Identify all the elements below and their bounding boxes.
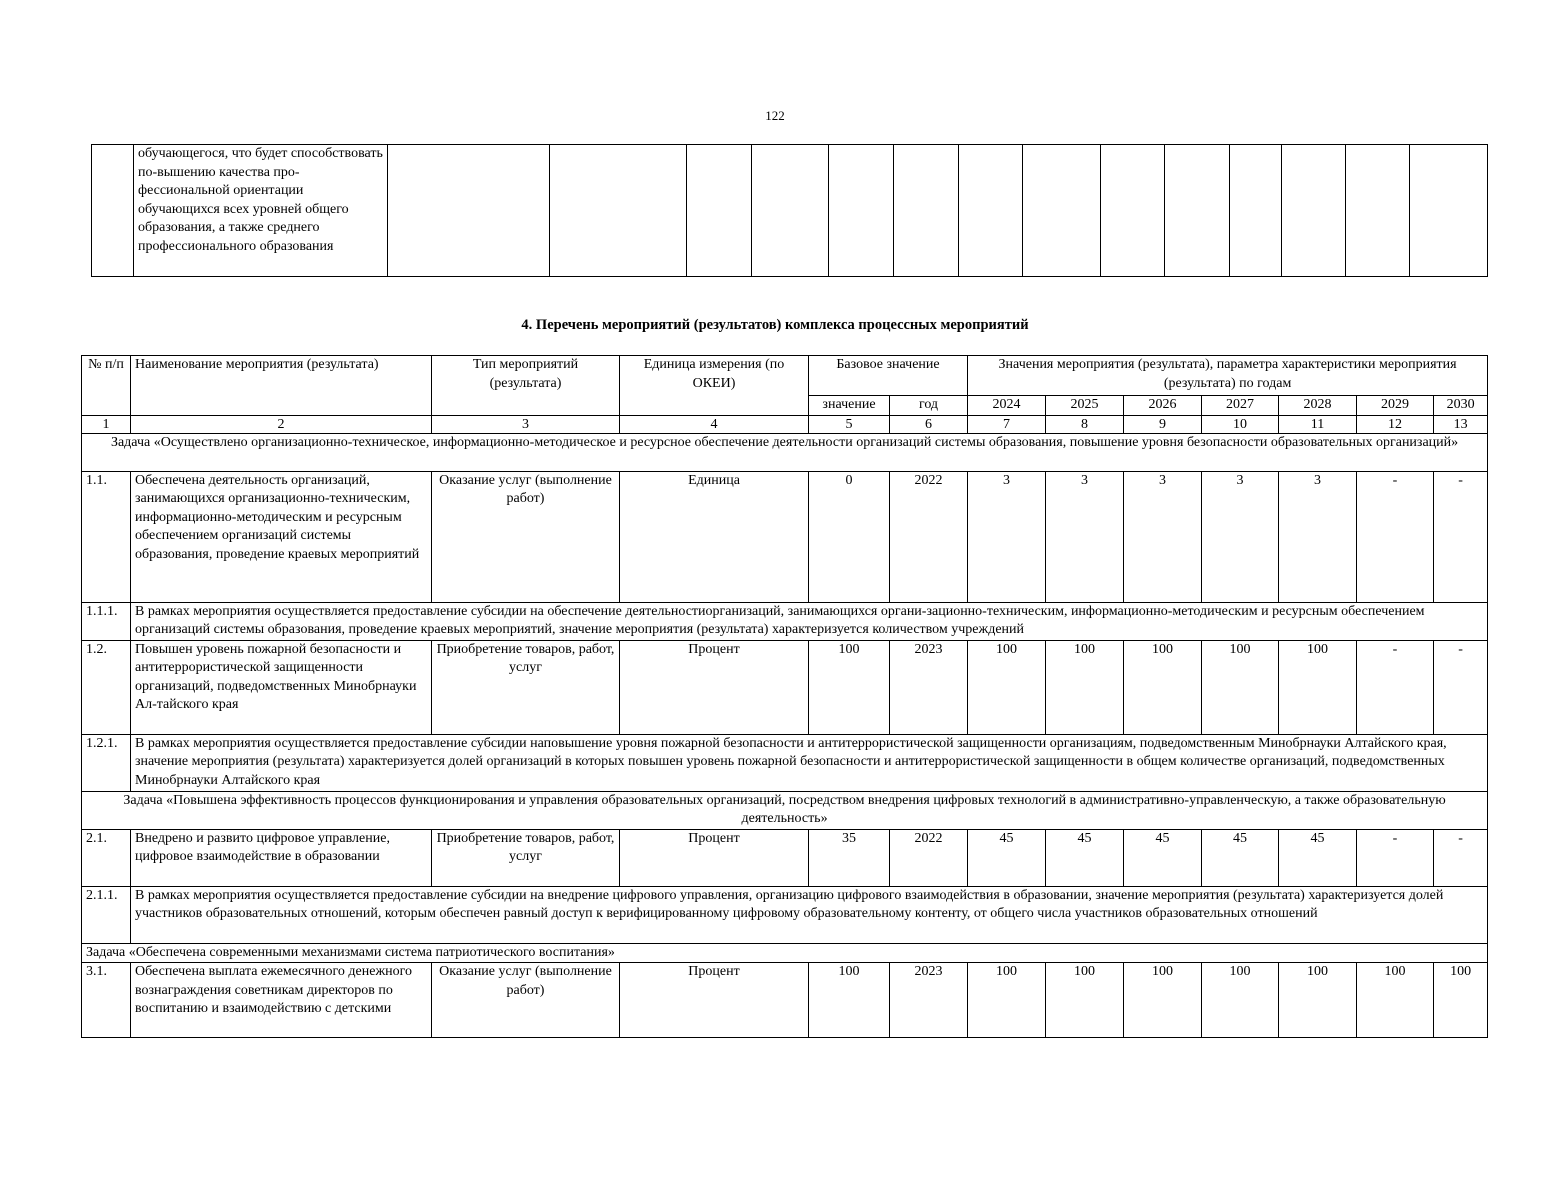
- row-num: 1.2.: [82, 640, 131, 734]
- row-value: 3: [1202, 471, 1279, 602]
- table-row: [82, 471, 1488, 602]
- header-base: Базовое значение: [809, 356, 968, 396]
- header-year: 2027: [1202, 396, 1279, 416]
- column-numbers-row: [82, 415, 1488, 433]
- row-base-year: 2022: [890, 829, 968, 886]
- continuation-row: [92, 145, 1488, 277]
- row-base-value: 35: [809, 829, 890, 886]
- row-value: 3: [1279, 471, 1357, 602]
- row-type: Приобретение товаров, работ, услуг: [432, 640, 620, 734]
- continuation-table: [91, 144, 1488, 277]
- row-base-value: 0: [809, 471, 890, 602]
- row-base-year: 2022: [890, 471, 968, 602]
- row-value: 45: [1124, 829, 1202, 886]
- col-number: 12: [1357, 415, 1434, 433]
- row-base-year: 2023: [890, 963, 968, 1038]
- measures-table: [81, 355, 1488, 1038]
- row-value: 100: [1046, 963, 1124, 1038]
- row-value: 3: [968, 471, 1046, 602]
- row-value: 100: [1357, 963, 1434, 1038]
- row-type: Приобретение товаров, работ, услуг: [432, 829, 620, 886]
- col-number: 3: [432, 415, 620, 433]
- row-value: 100: [968, 963, 1046, 1038]
- col-number: 8: [1046, 415, 1124, 433]
- table-row: [82, 963, 1488, 1038]
- row-value: 45: [1279, 829, 1357, 886]
- row-unit: Единица: [620, 471, 809, 602]
- row-description: В рамках мероприятия осуществляется предоставление субсидии на обеспечение деятельностиорганизаций, занимающихся органи-зационно-техническим, информационно-методическим и ресурсным обеспечением организаций системы образования, проведение краевых мероприятий, значение мероприятия (результата) характеризуется количеством учреждений: [131, 602, 1488, 640]
- row-value: 45: [1202, 829, 1279, 886]
- row-type: Оказание услуг (выполнение работ): [432, 963, 620, 1038]
- row-value: -: [1434, 471, 1488, 602]
- table-row: [82, 886, 1488, 943]
- row-value: 100: [1279, 963, 1357, 1038]
- task-row: [82, 791, 1488, 829]
- task-2: Задача «Повышена эффективность процессов функционирования и управления образовательных организаций, посредством внедрения цифровых технологий в административно-управленческую, а также образовательную деятельность»: [82, 791, 1488, 829]
- row-value: 100: [1124, 963, 1202, 1038]
- table-row: [82, 734, 1488, 791]
- row-value: 100: [1434, 963, 1488, 1038]
- table-row: [82, 602, 1488, 640]
- header-num: № п/п: [82, 356, 131, 416]
- header-year: 2029: [1357, 396, 1434, 416]
- row-value: 45: [1046, 829, 1124, 886]
- col-number: 4: [620, 415, 809, 433]
- task-row: [82, 433, 1488, 471]
- row-num: 1.1.: [82, 471, 131, 602]
- header-unit: Единица измерения (по ОКЕИ): [620, 356, 809, 416]
- header-year: 2028: [1279, 396, 1357, 416]
- row-num: 3.1.: [82, 963, 131, 1038]
- row-value: -: [1357, 640, 1434, 734]
- task-3: Задача «Обеспечена современными механизмами система патриотического воспитания»: [82, 943, 1488, 963]
- header-values: Значения мероприятия (результата), параметра характеристики мероприятия (результата) по годам: [968, 356, 1488, 396]
- row-base-value: 100: [809, 640, 890, 734]
- table-row: [82, 640, 1488, 734]
- row-name: Внедрено и развито цифровое управление, цифровое взаимодействие в образовании: [131, 829, 432, 886]
- page-number: 122: [765, 108, 785, 123]
- row-num: 2.1.: [82, 829, 131, 886]
- col-number: 1: [82, 415, 131, 433]
- header-year: 2025: [1046, 396, 1124, 416]
- row-value: 3: [1124, 471, 1202, 602]
- row-value: -: [1434, 640, 1488, 734]
- header-year: 2024: [968, 396, 1046, 416]
- col-number: 2: [131, 415, 432, 433]
- row-value: 3: [1046, 471, 1124, 602]
- row-name: Повышен уровень пожарной безопасности и антитеррористической защищенности организаций, подведомственных Минобрнауки Ал-тайского края: [131, 640, 432, 734]
- row-base-value: 100: [809, 963, 890, 1038]
- header-base-year: год: [890, 396, 968, 416]
- task-row: [82, 943, 1488, 963]
- row-type: Оказание услуг (выполнение работ): [432, 471, 620, 602]
- row-num: 1.2.1.: [82, 734, 131, 791]
- row-value: 100: [968, 640, 1046, 734]
- row-value: 45: [968, 829, 1046, 886]
- row-name: Обеспечена деятельность организаций, занимающихся организационно-техническим, информационно-методическим и ресурсным обеспечением организаций системы образования, проведение краевых мероприятий: [131, 471, 432, 602]
- row-value: -: [1357, 471, 1434, 602]
- row-unit: Процент: [620, 640, 809, 734]
- header-year: 2026: [1124, 396, 1202, 416]
- row-description: В рамках мероприятия осуществляется предоставление субсидии на внедрение цифрового управления, организацию цифрового взаимодействия в образовании, значение мероприятия (результата) характеризуется долей участников образовательных отношений, которым обеспечен равный доступ к верифицированному цифровому образовательному контенту, от общего числа участников образовательных отношений: [131, 886, 1488, 943]
- col-number: 13: [1434, 415, 1488, 433]
- header-year: 2030: [1434, 396, 1488, 416]
- row-name: Обеспечена выплата ежемесячного денежного вознаграждения советникам директоров по воспитанию и взаимодействию с детскими: [131, 963, 432, 1038]
- header-row-1: [82, 356, 1488, 396]
- table-row: [82, 829, 1488, 886]
- col-number: 7: [968, 415, 1046, 433]
- col-number: 5: [809, 415, 890, 433]
- col-number: 10: [1202, 415, 1279, 433]
- header-base-value: значение: [809, 396, 890, 416]
- row-value: 100: [1046, 640, 1124, 734]
- col-number: 9: [1124, 415, 1202, 433]
- row-value: 100: [1279, 640, 1357, 734]
- header-type: Тип мероприятий (результата): [432, 356, 620, 416]
- header-name: Наименование мероприятия (результата): [131, 356, 432, 416]
- section-title: 4. Перечень мероприятий (результатов) комплекса процессных мероприятий: [521, 317, 1029, 333]
- row-value: 100: [1202, 963, 1279, 1038]
- row-num: 2.1.1.: [82, 886, 131, 943]
- row-description: В рамках мероприятия осуществляется предоставление субсидии наповышение уровня пожарной безопасности и антитеррористической защищенности организациям, подведомственным Минобрнауки Алтайского края, значение мероприятия (результата) характеризуется долей организаций в которых повышен уровень пожарной безопасности и антитеррористической защищенности в общем количестве организаций, подведомственных Минобрнауки Алтайского края: [131, 734, 1488, 791]
- row-value: -: [1434, 829, 1488, 886]
- row-value: 100: [1202, 640, 1279, 734]
- task-1: Задача «Осуществлено организационно-техническое, информационно-методическое и ресурсное обеспечение деятельности организаций системы образования, повышение уровня безопасности образовательных организаций»: [82, 433, 1488, 471]
- row-unit: Процент: [620, 829, 809, 886]
- continuation-text: обучающегося, что будет способствовать по-вышению качества про-фессиональной ориентации обучающихся всех уровней общего образования, а также среднего профессионального образования: [134, 145, 388, 277]
- col-number: 6: [890, 415, 968, 433]
- row-value: 100: [1124, 640, 1202, 734]
- row-value: -: [1357, 829, 1434, 886]
- row-num: 1.1.1.: [82, 602, 131, 640]
- row-unit: Процент: [620, 963, 809, 1038]
- row-base-year: 2023: [890, 640, 968, 734]
- col-number: 11: [1279, 415, 1357, 433]
